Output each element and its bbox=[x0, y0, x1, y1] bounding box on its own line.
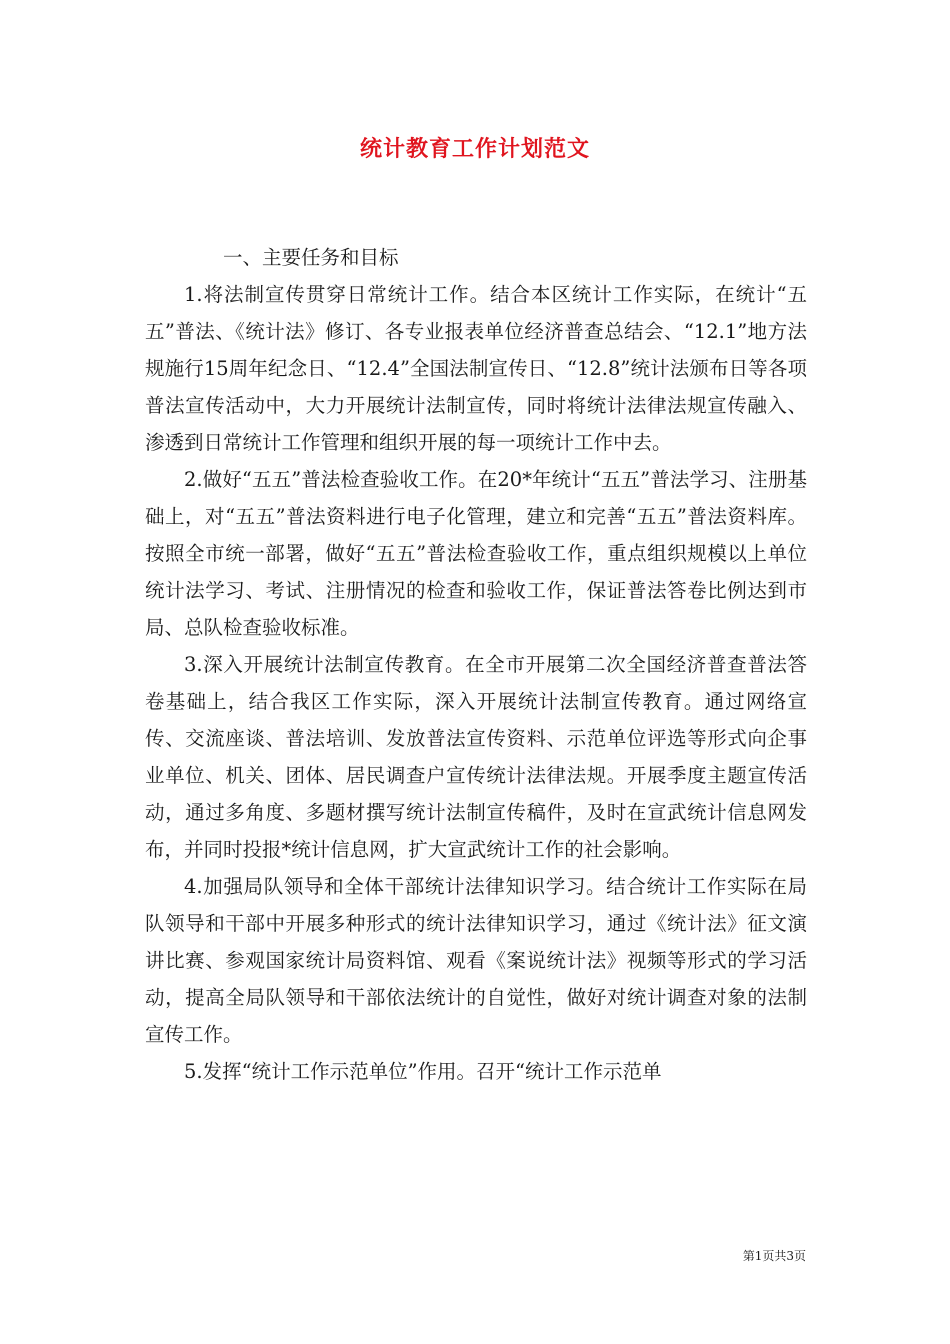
document-body bbox=[145, 239, 807, 1090]
page-number-footer: 第1页共3页 bbox=[742, 1249, 806, 1263]
paragraph-3: 3.深入开展统计法制宣传教育。在全市开展第二次全国经济普查普法答卷基础上，结合我区工作实际，深入开展统计法制宣传教育。通过网络宣传、交流座谈、普法培训、发放普法宣传资料、示范单位评选等形式向企事业单位、机关、团体、居民调查户宣传统计法律法规。开展季度主题宣传活动，通过多角度、多题材撰写统计法制宣传稿件，及时在宣武统计信息网发布，并同时投报*统计信息网，扩大宣武统计工作的社会影响。 bbox=[145, 653, 807, 861]
paragraph-4: 4.加强局队领导和全体干部统计法律知识学习。结合统计工作实际在局队领导和干部中开展多种形式的统计法律知识学习，通过《统计法》征文演讲比赛、参观国家统计局资料馆、观看《案说统计法》视频等形式的学习活动，提高全局队领导和干部依法统计的自觉性，做好对统计调查对象的法制宣传工作。 bbox=[145, 875, 807, 1046]
paragraph-2: 2.做好“五五”普法检查验收工作。在20*年统计“五五”普法学习、注册基础上，对“五五”普法资料进行电子化管理，建立和完善“五五”普法资料库。按照全市统一部署，做好“五五”普法检查验收工作，重点组织规模以上单位统计法学习、考试、注册情况的检查和验收工作，保证普法答卷比例达到市局、总队检查验收标准。 bbox=[145, 468, 807, 639]
section-heading: 一、主要任务和目标 bbox=[223, 246, 399, 269]
paragraph-1: 1.将法制宣传贯穿日常统计工作。结合本区统计工作实际，在统计“五五”普法、《统计法》修订、各专业报表单位经济普查总结会、“12.1”地方法规施行15周年纪念日、“12.4”全国法制宣传日、“12.8”统计法颁布日等各项普法宣传活动中，大力开展统计法制宣传，同时将统计法律法规宣传融入、渗透到日常统计工作管理和组织开展的每一项统计工作中去。 bbox=[145, 283, 807, 454]
paragraph-5: 5.发挥“统计工作示范单位”作用。召开“统计工作示范单 bbox=[184, 1060, 662, 1083]
document-title: 统计教育工作计划范文 bbox=[359, 136, 590, 162]
